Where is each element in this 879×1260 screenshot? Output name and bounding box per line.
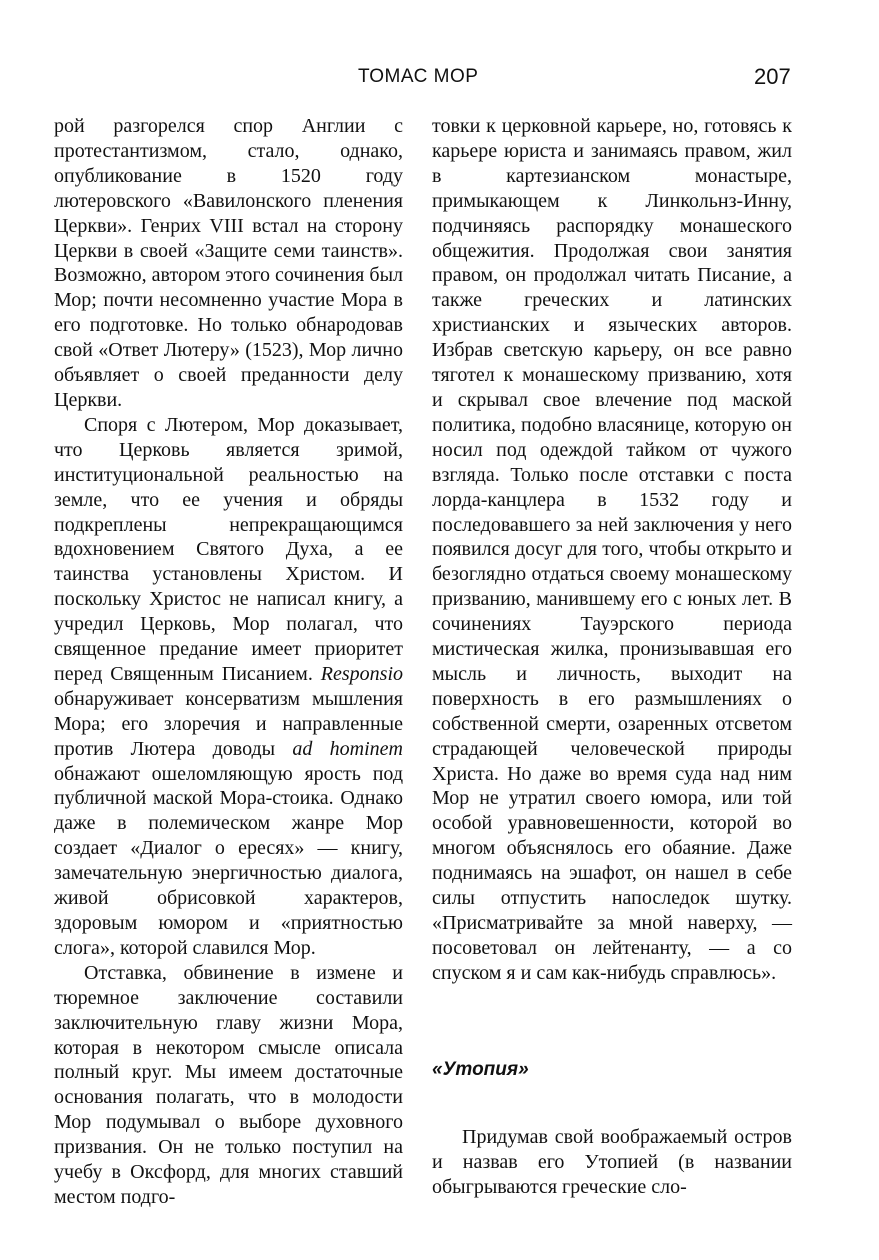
paragraph: рой разгорелся спор Англии с протестантизмом, стало, однако, опубликование в 1520 году лютеровского «Вавилонского пленения Церкви». Генрих VIII встал на сторону Церкви в своей «Защите семи таинств». Возможно, автором этого сочинения был Мор; почти несомненно участие Мора в его подготовке. Но только обнародовав свой «Ответ Лютеру» (1523), Мор лично объявляет о своей преданности делу Церкви. bbox=[54, 115, 403, 411]
paragraph bbox=[54, 413, 403, 961]
section-heading: «Утопия» bbox=[432, 1058, 529, 1080]
paragraph: Отставка, обвинение в измене и тюремное заключение составили заключительную главу жизни Мора, которая в некотором смысле описала полный круг. Мы имеем достаточные основания полагать, что в молодости Мор подумывал о выборе духовного призвания. Он не только поступил на учебу в Оксфорд, для многих ставший местом подго- bbox=[54, 961, 403, 1208]
paragraph-text: Споря с Лютером, Мор доказывает, что Церковь является зримой, институциональной реальностью на земле, что ее учения и обряды подкреплены непрекращающимся вдохновением Святого Духа, а ее таинства установлены Христом. И поскольку Христос не написал книгу, а учредил Церковь, Мор полагал, что священное предание имеет приоритет перед Священным Писанием. bbox=[54, 413, 403, 685]
paragraph: Придумав свой воображаемый остров и назвав его Утопией (в названии обыгрываются греческие сло- bbox=[432, 1125, 792, 1198]
page-number: 207 bbox=[754, 64, 791, 89]
paragraph-text: обнаруживает консерватизм мышления Мора; его злоречия и направленные против Лютера доводы bbox=[54, 687, 403, 760]
right-column bbox=[432, 114, 792, 1199]
paragraph: товки к церковной карьере, но, готовясь к карьере юриста и занимаясь правом, жил в картезианском монастыре, примыкающем к Линкольнз-Инну, подчиняясь распорядку монашеского общежития. Продолжая свои занятия правом, он продолжал читать Писание, а также греческих и латинских христианских и языческих авторов. Избрав светскую карьеру, он все равно тяготел к монашескому призванию, хотя и скрывал свое влечение под маской политика, подобно власянице, которую он носил под одеждой тайком от чужого взгляда. Только после отставки с поста лорда-канцлера в 1532 году и последовавшего за ней заключения у него появился досуг для того, чтобы открыто и безоглядно отдаться своему монашескому призванию, манившему его с юных лет. В сочинениях Тауэрского периода мистическая жилка, пронизывавшая его мысль и личность, выходит на поверхность в его размышлениях о собственной смерти, озаренных отсветом страдающей человеческой природы Христа. Но даже во время суда над ним Мор не утратил своего юмора, или той особой уравновешенности, которой во многом объяснялось его обаяние. Даже поднимаясь на эшафот, он нашел в себе силы отпустить напоследок шутку. «Присматривайте за мной наверху, — посоветовал он лейтенанту, — а со спуском я и сам как-нибудь справлюсь». bbox=[432, 115, 792, 984]
left-column bbox=[54, 114, 403, 1210]
italic-term: ad hominem bbox=[292, 737, 403, 760]
italic-term: Responsio bbox=[320, 662, 403, 685]
running-title: ТОМАС МОР bbox=[358, 66, 479, 87]
running-head bbox=[0, 64, 879, 94]
paragraph-text: обнажают ошеломляющую ярость под публичной маской Мора-стоика. Однако даже в полемическом жанре Мор создает «Диалог о ересях» — книгу, замечательную энергичностью диалога, живой обрисовкой характеров, здоровым юмором и «приятностью слога», которой славился Мор. bbox=[54, 762, 403, 959]
